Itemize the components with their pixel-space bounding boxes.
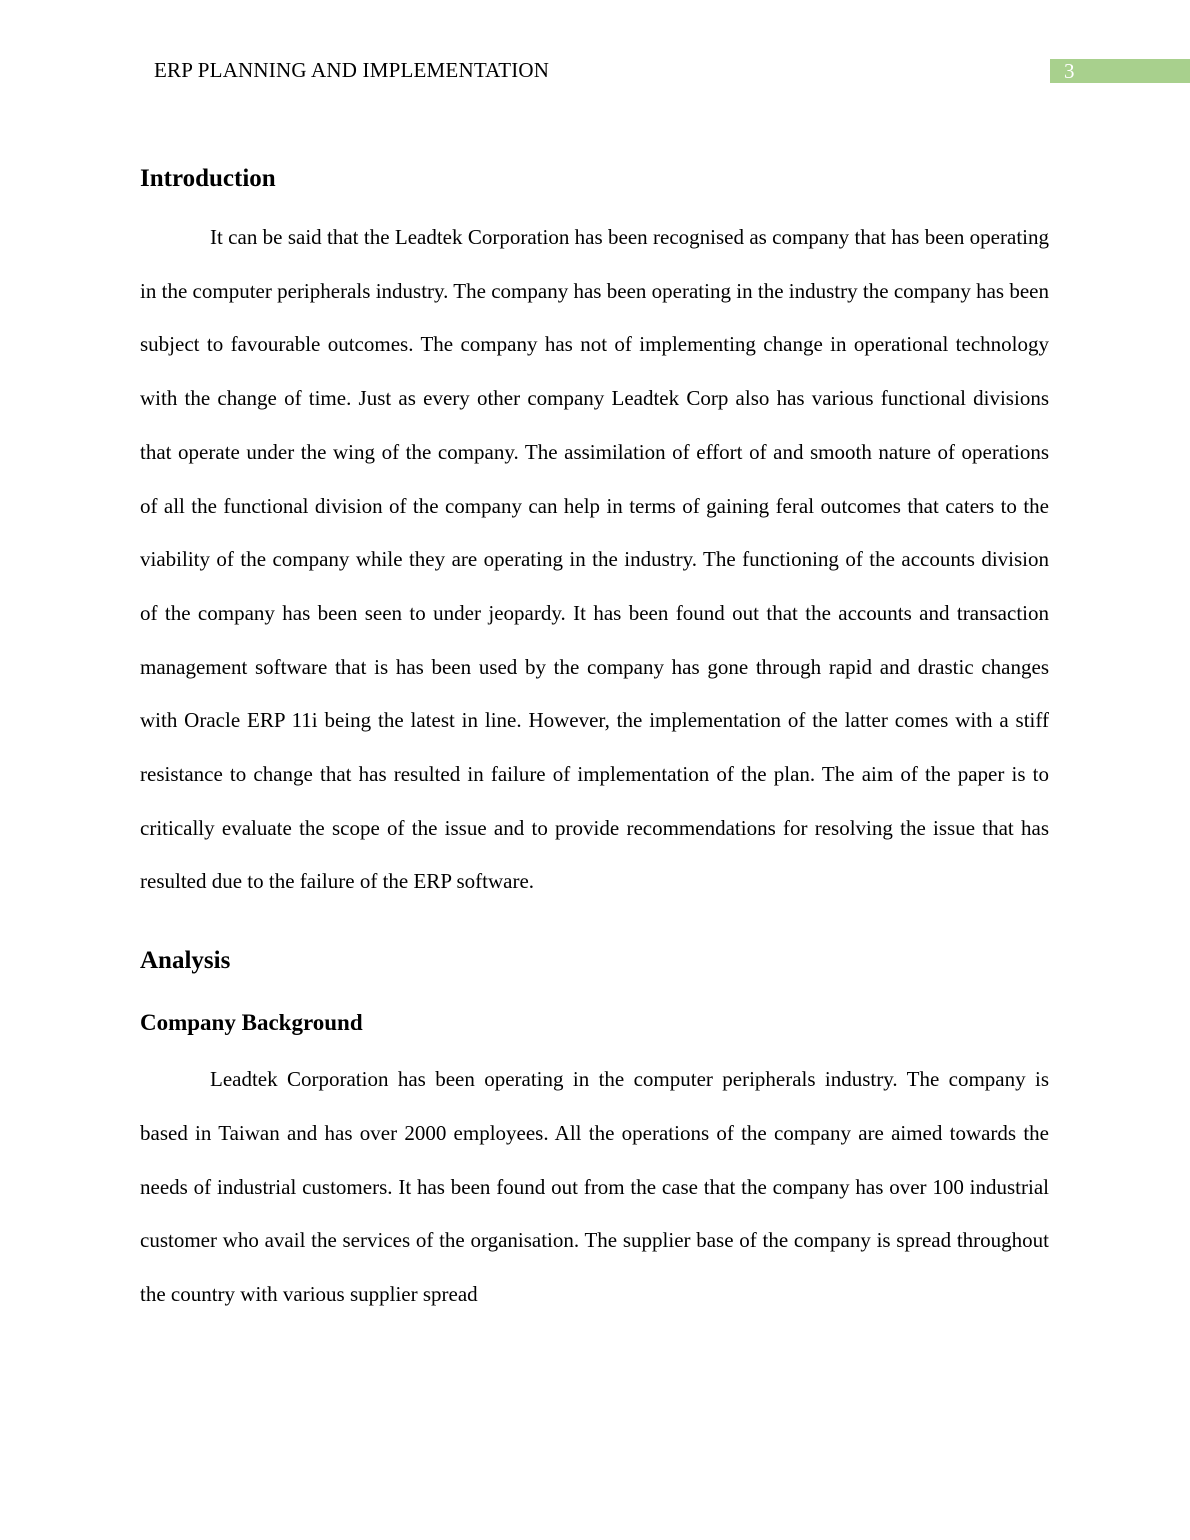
introduction-heading: Introduction: [140, 165, 276, 192]
company-background-heading: Company Background: [140, 1010, 363, 1036]
document-body: [140, 157, 1049, 1322]
analysis-heading: Analysis: [140, 947, 231, 975]
running-head: ERP PLANNING AND IMPLEMENTATION: [154, 58, 550, 82]
page-number: 3: [1064, 59, 1075, 83]
page-number-box: [1050, 59, 1190, 83]
company-background-paragraph: Leadtek Corporation has been operating in the computer peripherals industry. The company is based in Taiwan and has over 2000 employees. All the operations of the company are aimed towards the needs of industrial customers. It has been found out from the case that the company has over 100 industrial customer who avail the services of the organisation. The supplier base of the company is spread throughout the country with various supplier spread: [140, 1067, 1049, 1306]
introduction-paragraph: It can be said that the Leadtek Corporation has been recognised as company that has been operating in the computer peripherals industry. The company has been operating in the industry the company has been subject to favourable outcomes. The company has not of implementing change in operational technology with the change of time. Just as every other company Leadtek Corp also has various functional divisions that operate under the wing of the company. The assimilation of effort of and smooth nature of operations of all the functional division of the company can help in terms of gaining feral outcomes that caters to the viability of the company while they are operating in the industry. The functioning of the accounts division of the company has been seen to under jeopardy. It has been found out that the accounts and transaction management software that is has been used by the company has gone through rapid and drastic changes with Oracle ERP 11i being the latest in line. However, the implementation of the latter comes with a stiff resistance to change that has resulted in failure of implementation of the plan. The aim of the paper is to critically evaluate the scope of the issue and to provide recommendations for resolving the issue that has resulted due to the failure of the ERP software.: [140, 225, 1049, 894]
